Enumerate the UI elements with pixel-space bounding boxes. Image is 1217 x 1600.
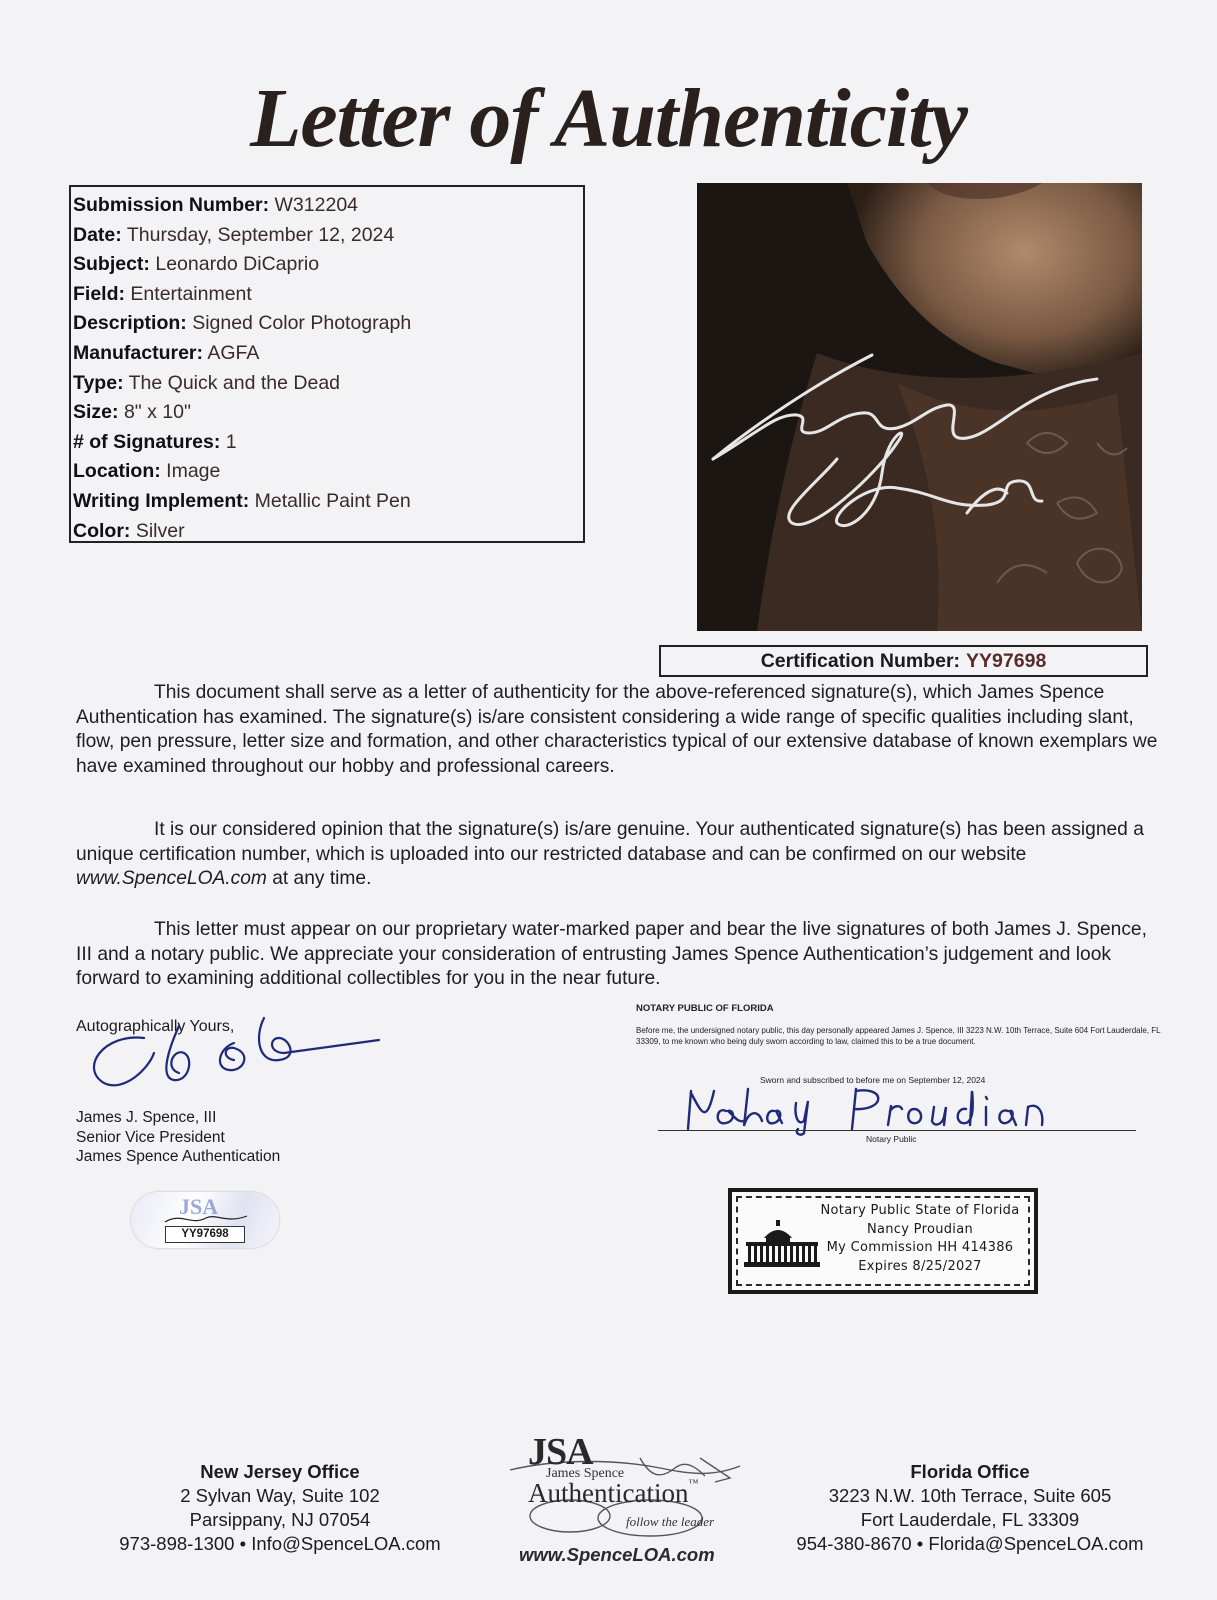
detail-value: Leonardo DiCaprio <box>155 253 320 276</box>
hologram-jsa-mark: JSA <box>179 1194 219 1219</box>
detail-label: Size: <box>73 401 119 424</box>
detail-value: The Quick and the Dead <box>128 371 341 394</box>
signer-title: Senior Vice President <box>76 1128 225 1146</box>
detail-label: Subject: <box>73 253 150 276</box>
detail-row <box>73 221 583 251</box>
detail-label: Location: <box>73 460 161 483</box>
photo-illustration <box>697 183 1142 631</box>
nj-address-2: Parsippany, NJ 07054 <box>189 1509 371 1530</box>
closing-salutation: Autographically Yours, <box>76 1018 235 1035</box>
notary-heading: NOTARY PUBLIC OF FLORIDA <box>636 1003 774 1014</box>
fl-address-2: Fort Lauderdale, FL 33309 <box>860 1509 1080 1530</box>
detail-row <box>73 457 583 487</box>
paragraph-opinion-end: at any time. <box>266 868 372 889</box>
signed-photograph <box>697 183 1142 631</box>
detail-row <box>73 309 583 339</box>
detail-label: Date: <box>73 223 122 246</box>
capitol-building-icon <box>742 1218 822 1270</box>
notary-stamp <box>728 1188 1038 1294</box>
detail-value: Metallic Paint Pen <box>254 489 411 512</box>
stamp-text <box>820 1202 1020 1276</box>
notary-signature <box>686 1081 1066 1137</box>
detail-label: Submission Number: <box>73 194 270 216</box>
paragraph-examination-text: This document shall serve as a letter of authenticity for the above-referenced signature(s), which James Spence Authentication has examined. The signature(s) is/are consistent considering a wide range of specific qualities including slant, flow, pen pressure, letter size and formation, and other characteristics typical of our extensive database of known exemplars we have examined throughout our hobby and professional careers. <box>76 682 1158 777</box>
hologram-number: YY97698 <box>165 1226 245 1243</box>
detail-value: W312204 <box>274 194 359 216</box>
detail-value: Signed Color Photograph <box>192 312 412 335</box>
detail-label: Writing Implement: <box>73 489 250 512</box>
detail-label: Manufacturer: <box>73 341 204 364</box>
detail-value: 1 <box>225 430 237 453</box>
logo-trademark: ™ <box>688 1478 699 1489</box>
detail-label: Description: <box>73 312 187 335</box>
florida-office <box>770 1460 1170 1556</box>
certification-number-box <box>659 645 1148 677</box>
detail-value: Silver <box>135 519 185 542</box>
new-jersey-office <box>90 1460 470 1556</box>
notary-text: Before me, the undersigned notary public, this day personally appeared James J. Spence, III 3223 N.W. 10th Terrace, Suite 604 Fort Lauderdale, FL 33309, to me known who being duly sworn according to law, claimed this to be a true document. <box>636 1026 1161 1046</box>
footer-website[interactable]: www.SpenceLOA.com <box>519 1544 715 1565</box>
stamp-line-state: Notary Public State of Florida <box>820 1203 1020 1218</box>
detail-row <box>73 517 583 547</box>
stamp-line-name: Nancy Proudian <box>866 1221 974 1237</box>
logo-jsa-text: JSA <box>528 1431 593 1473</box>
detail-value: Image <box>166 460 221 483</box>
detail-label: Color: <box>73 519 131 542</box>
detail-value: Thursday, September 12, 2024 <box>126 223 395 246</box>
detail-label: # of Signatures: <box>73 430 221 453</box>
jsa-logo <box>500 1430 760 1570</box>
detail-row <box>73 369 583 399</box>
paragraph-opinion <box>76 818 1166 892</box>
paragraph-requirements <box>76 918 1166 992</box>
fl-contact[interactable]: 954-380-8670 • Florida@SpenceLOA.com <box>796 1533 1144 1554</box>
paragraph-requirements-text: This letter must appear on our proprietary water-marked paper and bear the live signatures of both James J. Spence, III and a notary public. We appreciate your consideration of entrusting James Spence Authentication’s judgement and look forward to examining additional collectibles for you in the near future. <box>76 919 1147 989</box>
details-box <box>69 185 585 543</box>
fl-office-title: Florida Office <box>910 1461 1030 1482</box>
detail-row <box>73 250 583 280</box>
logo-tagline: follow the leader <box>626 1514 715 1529</box>
logo-auth-word: Authentication <box>528 1478 689 1508</box>
signer-company: James Spence Authentication <box>76 1148 281 1165</box>
detail-row <box>73 280 583 310</box>
detail-value: 8" x 10" <box>123 401 191 424</box>
website-link[interactable]: www.SpenceLOA.com <box>76 868 267 889</box>
certification-label: Certification Number: <box>760 649 961 672</box>
page-title: Letter of Authenticity <box>250 72 967 165</box>
notary-signature-line <box>658 1130 1136 1131</box>
stamp-line-commission: My Commission HH 414386 <box>826 1240 1014 1255</box>
notary-block <box>636 1003 1166 1144</box>
detail-row <box>73 398 583 428</box>
detail-row <box>73 487 583 517</box>
fl-address-1: 3223 N.W. 10th Terrace, Suite 605 <box>828 1485 1112 1506</box>
logo-authentication-text <box>528 1478 698 1509</box>
notary-label: Notary Public <box>866 1134 917 1144</box>
nj-address-1: 2 Sylvan Way, Suite 102 <box>180 1485 380 1506</box>
detail-row <box>73 191 583 221</box>
nj-contact[interactable]: 973-898-1300 • Info@SpenceLOA.com <box>119 1533 441 1554</box>
logo-name-text: James Spence <box>546 1466 625 1481</box>
spence-signature <box>84 1008 384 1098</box>
detail-label: Type: <box>73 371 124 394</box>
detail-label: Field: <box>73 282 125 305</box>
stamp-line-expires: Expires 8/25/2027 <box>858 1258 982 1274</box>
notary-sworn: Sworn and subscribed to before me on September 12, 2024 <box>760 1075 986 1085</box>
detail-value: Entertainment <box>130 282 252 305</box>
paragraph-opinion-text: It is our considered opinion that the signature(s) is/are genuine. Your authenticated signature(s) has been assigned a unique certification number, which is uploaded into our restricted database and can be confirmed on our website <box>76 819 1144 865</box>
detail-value: AGFA <box>207 341 260 364</box>
detail-row <box>73 428 583 458</box>
signer-name: James J. Spence, III <box>76 1109 217 1126</box>
jsa-hologram-sticker <box>131 1192 279 1248</box>
paragraph-examination <box>76 681 1166 779</box>
signer-block <box>76 1108 280 1167</box>
detail-row <box>73 339 583 369</box>
certification-number: YY97698 <box>966 649 1047 672</box>
nj-office-title: New Jersey Office <box>200 1461 360 1482</box>
